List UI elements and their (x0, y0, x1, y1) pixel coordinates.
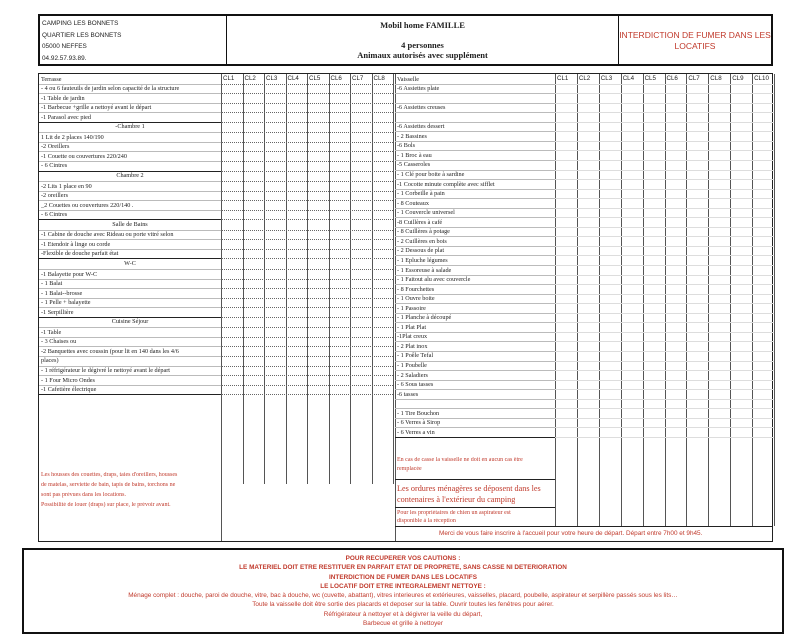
check-line (221, 230, 393, 231)
row-divider (555, 265, 774, 266)
section-heading: Cuisine Séjour (111, 318, 149, 326)
inventory-item: - 3 Chaises ou (41, 338, 77, 346)
inventory-item: - 1 Corbeille à pain (397, 190, 445, 198)
check-line (221, 132, 393, 133)
check-line (221, 122, 393, 123)
row-divider (555, 284, 774, 285)
footer-line: POUR RECUPERER VOS CAUTIONS : (345, 555, 461, 562)
column-header: CL3 (600, 75, 613, 82)
inventory-item: - 1 Poêle Tefal (397, 352, 434, 360)
row-divider (555, 313, 774, 314)
check-line (221, 394, 393, 395)
row-divider (555, 341, 774, 342)
footer-line: Ménage complet : douche, paroi de douche, vitre, bac à douche, wc (cuvette, abattant), vitres interieures et extérieures, vaisselles, placard, poubelle, aspirateur et serpillère passés sous les lits… (128, 592, 678, 600)
inventory-item: - 8 Couteaux (397, 199, 429, 207)
row-divider (555, 103, 774, 104)
column-header: CL3 (266, 75, 278, 82)
housing-note: de matelas, serviette de bain, tapis de bains, torchons ne (41, 482, 176, 488)
footer-line: INTERDICTION DE FUMER DANS LES LOCATIFS (329, 573, 477, 581)
column-header: CL9 (732, 75, 744, 82)
section-heading: Chambre 2 (116, 172, 144, 179)
row-divider (555, 170, 774, 171)
check-line (221, 210, 393, 211)
row-divider (555, 437, 774, 438)
column-header: CL1 (557, 75, 569, 82)
address-line: 05000 NEFFES (42, 43, 87, 50)
document-title: Mobil home FAMILLE (380, 20, 465, 30)
column-header: CL5 (309, 75, 321, 82)
inventory-item: -2 Oreillers (41, 143, 70, 151)
row-divider (395, 526, 772, 527)
inventory-item: - 1 Tire Bouchon (397, 409, 440, 417)
check-line (221, 200, 393, 201)
footer-line: Barbecue et grille à nettoyer (363, 620, 443, 628)
check-line (221, 317, 393, 318)
inventory-item: -6 Assiettes plate (397, 85, 440, 93)
campsite-address (40, 16, 227, 64)
row-divider (39, 394, 221, 395)
row-divider (555, 322, 774, 323)
row-divider (395, 437, 555, 438)
section-heading: -Chambre 1 (115, 123, 145, 131)
row-divider (395, 507, 555, 508)
inventory-item: - 1 Pelle + balayette (41, 299, 91, 307)
inventory-item: - 1 Clé pour boite à sardine (397, 171, 465, 178)
row-divider (555, 255, 774, 256)
check-line (221, 161, 393, 162)
column-header: CL2 (578, 75, 591, 82)
row-divider (555, 227, 774, 228)
column-divider (774, 74, 775, 526)
check-line (221, 181, 393, 182)
row-divider (555, 427, 774, 428)
inventory-item: - 1 Four Micro Ondes (41, 376, 95, 384)
document-title-block (227, 16, 619, 64)
inventory-item: -1 Table (41, 328, 62, 336)
check-line (221, 103, 393, 104)
section-heading: Salle de Bains (112, 220, 148, 228)
inventory-item: - 1 Poubelle (397, 362, 427, 369)
column-header: CL8 (710, 75, 722, 82)
inventory-item: -1 Cafetière électrique (41, 386, 97, 394)
row-divider (555, 141, 774, 142)
row-divider (555, 208, 774, 209)
row-divider (555, 122, 774, 123)
row-divider (555, 351, 774, 352)
column-header: CL6 (330, 75, 342, 82)
column-header: CL7 (688, 75, 700, 82)
inventory-item: - 1 Broc à eau (397, 151, 432, 159)
row-divider (555, 418, 774, 419)
column-header: CL4 (287, 75, 299, 82)
row-divider (555, 150, 774, 151)
inventory-item: -Flexible de douche parfait état (41, 250, 119, 258)
inventory-item: - 6 Verres à Sirop (397, 419, 441, 427)
column-header: CL5 (644, 75, 656, 82)
check-line (221, 219, 393, 220)
check-line (221, 366, 393, 367)
row-divider (395, 479, 555, 480)
row-divider (555, 275, 774, 276)
housing-note: Les housses des couettes, draps, taies d'oreillers, housses (41, 472, 178, 478)
check-line (221, 307, 393, 308)
inventory-item: -1 Balayette pour W-C (41, 270, 98, 278)
inventory-item: Terrasse (41, 75, 62, 83)
inventory-item: -5 Casseroles (397, 161, 431, 169)
garbage-note: Les ordures ménagères se déposent dans les (397, 484, 541, 493)
inventory-item: - 1 Plat Plat (397, 323, 427, 331)
check-line (221, 191, 393, 192)
inventory-item: - 8 Cuillères à potage (397, 228, 450, 236)
vacuum-note: Pour les propriétaires de chien un aspirateur est (397, 510, 511, 516)
row-divider (555, 380, 774, 381)
row-divider (555, 189, 774, 190)
inventory-item: -1 Parasol avec pied (41, 113, 91, 121)
inventory-item: - 2 Bassines (397, 132, 427, 140)
column-header: CL6 (666, 75, 678, 82)
inventory-item: - 1 Ouvre boite (397, 295, 435, 303)
inventory-item: - 4 ou 6 fauteuils de jardin selon capacité de la structure (41, 85, 180, 93)
inventory-item: -2 oreillers (41, 192, 68, 200)
address-line: QUARTIER LES BONNETS (42, 31, 122, 39)
inventory-table (38, 73, 773, 542)
check-line (221, 171, 393, 172)
garbage-note: contenaires à l'extérieur du camping (397, 495, 516, 504)
inventory-item: -6 Assiettes dessert (397, 123, 445, 131)
breakage-note: remplacée (397, 466, 422, 472)
row-divider (555, 303, 774, 304)
check-line (221, 249, 393, 250)
inventory-item: places) (41, 357, 59, 365)
column-header: CL8 (373, 75, 385, 82)
inventory-item: - 1 Planche à découpé (397, 314, 452, 322)
check-line (221, 239, 393, 240)
vacuum-note: disponible à la réception (397, 517, 456, 524)
inventory-item: -1 Couette ou couvertures 220/240 (41, 152, 127, 160)
inventory-item: - 8 Fourchettes (397, 285, 435, 293)
breakage-note: En cas de casse la vaisselle ne doit en aucun cas être (397, 457, 523, 463)
address-line: CAMPING LES BONNETS (42, 20, 119, 27)
inventory-item: - 1 Balai (41, 280, 63, 288)
inventory-item: -1 Cabine de douche avec Rideau ou porte vitré selon (41, 231, 174, 239)
check-line (221, 337, 393, 338)
row-divider (395, 93, 555, 94)
column-divider (393, 74, 394, 484)
column-divider (395, 74, 396, 541)
column-header: CL4 (622, 75, 635, 82)
column-header: CL7 (352, 75, 364, 82)
inventory-item: -1 Barbecue +grille a nettoyé avant le départ (41, 104, 152, 112)
inventory-item: -1Plat creux (397, 333, 428, 341)
row-divider (555, 217, 774, 218)
inventory-item: - 6 Cintres (41, 162, 68, 170)
check-line (221, 298, 393, 299)
inventory-item: - 2 Saladiers (397, 371, 428, 379)
housing-note: Possibilité de louer (draps) sur place, le prévoir avant. (41, 502, 171, 508)
inventory-item: - 6 Sous tasses (397, 381, 434, 389)
check-line (221, 142, 393, 143)
row-divider (555, 160, 774, 161)
check-line (221, 84, 393, 85)
capacity: 4 personnes (401, 40, 444, 50)
inventory-item: - 2 Dessous de plat (397, 247, 445, 255)
inventory-item: -6 tasses (397, 390, 419, 398)
inventory-item: 1 Lit de 2 places 140/190 (41, 133, 104, 141)
inventory-item: - 1 Passoire (397, 304, 426, 312)
footer-line: Toute la vaisselle doit être sortie des placards et deposer sur la table. Ouvrir toutes les fenêtres pour aérer. (252, 601, 554, 609)
row-divider (555, 198, 774, 199)
inventory-item: - 6 Verres a vin (397, 428, 435, 436)
pets-note: Animaux autorisés avec supplément (357, 50, 488, 60)
inventory-item: -6 Assiettes creuses (397, 104, 446, 112)
inventory-item: -1 Table de jardin (41, 94, 85, 102)
footer-line: LE LOCATIF DOIT ETRE INTEGRALEMENT NETTOYE : (320, 582, 486, 590)
row-divider (555, 236, 774, 237)
check-line (221, 279, 393, 280)
column-header: CL10 (754, 75, 769, 82)
check-line (221, 269, 393, 270)
row-divider (555, 361, 774, 362)
inventory-item: - 1 Faitout alu avec couvercle (397, 276, 471, 284)
row-divider (395, 112, 555, 113)
check-line (221, 375, 393, 376)
inventory-item: - 6 Cintres (41, 211, 68, 219)
column-header: CL1 (223, 75, 235, 82)
inventory-item: - 2 Plat inox (397, 342, 428, 350)
inventory-item: - 1 Epluche légumes (397, 256, 448, 264)
inventory-item: -1 Etendoir à linge ou corde (41, 240, 111, 248)
check-line (221, 346, 393, 347)
check-line (221, 385, 393, 386)
inventory-item: Vaisselle (397, 75, 419, 83)
no-smoking-warning: INTERDICTION DE FUMER DANS LES LOCATIFS (619, 30, 771, 51)
row-divider (555, 84, 774, 85)
check-line (221, 356, 393, 357)
departure-note: Merci de vous faire inscrire à l'accueil pour votre heure de départ. Départ entre 7h00 et 9h45. (439, 530, 703, 537)
inventory-item: - 1 Essoreuse à salade (397, 266, 452, 274)
check-line (221, 151, 393, 152)
check-line (221, 288, 393, 289)
row-divider (555, 370, 774, 371)
inventory-item: -1 Cocotte minute complète avec sifflet (397, 180, 495, 188)
row-divider (555, 332, 774, 333)
row-divider (555, 408, 774, 409)
row-divider (555, 389, 774, 390)
housing-note: sont pas prévues dans les locations. (41, 492, 126, 498)
inventory-item: - 2 Cuillères en bois (397, 237, 447, 245)
row-divider (555, 131, 774, 132)
deposit-conditions (22, 548, 784, 634)
inventory-item: _2 Couettes ou couvertures 220/140 . (41, 201, 134, 209)
column-header: CL2 (244, 75, 256, 82)
inventory-item: -1 Serpillière (41, 308, 74, 316)
check-line (221, 112, 393, 113)
footer-line: Réfrigérateur à nettoyer et à dégivrer la veille du départ, (323, 610, 483, 618)
row-divider (555, 246, 774, 247)
row-divider (555, 399, 774, 400)
inventory-item: -2 Lits 1 place en 90 (41, 182, 92, 190)
address-line: 04.92.57.93.89. (42, 54, 87, 62)
check-line (221, 93, 393, 94)
inventory-item: -6 Bols (397, 142, 416, 150)
row-divider (395, 399, 555, 400)
footer-line: LE MATERIEL DOIT ETRE RESTITUER EN PARFAIT ETAT DE PROPRETE, SANS CASSE NI DETERIORATION (239, 564, 567, 572)
inventory-item: -8 Cuillères à café (397, 218, 443, 226)
row-divider (555, 294, 774, 295)
inventory-item: - 1 Couvercle universel (397, 209, 455, 217)
check-line (221, 327, 393, 328)
inventory-item: - 1 réfrigérateur le dégivré le nettoyé avant le départ (41, 367, 171, 374)
check-line (221, 258, 393, 259)
row-divider (555, 112, 774, 113)
row-divider (555, 93, 774, 94)
inventory-item: -2 Banquettes avec coussin (pour lit en 140 dans les 4/6 (41, 347, 179, 355)
inventory-item: - 1 Balai--brosse (41, 289, 83, 297)
header (38, 14, 773, 66)
section-heading: W-C (124, 259, 136, 267)
row-divider (555, 179, 774, 180)
